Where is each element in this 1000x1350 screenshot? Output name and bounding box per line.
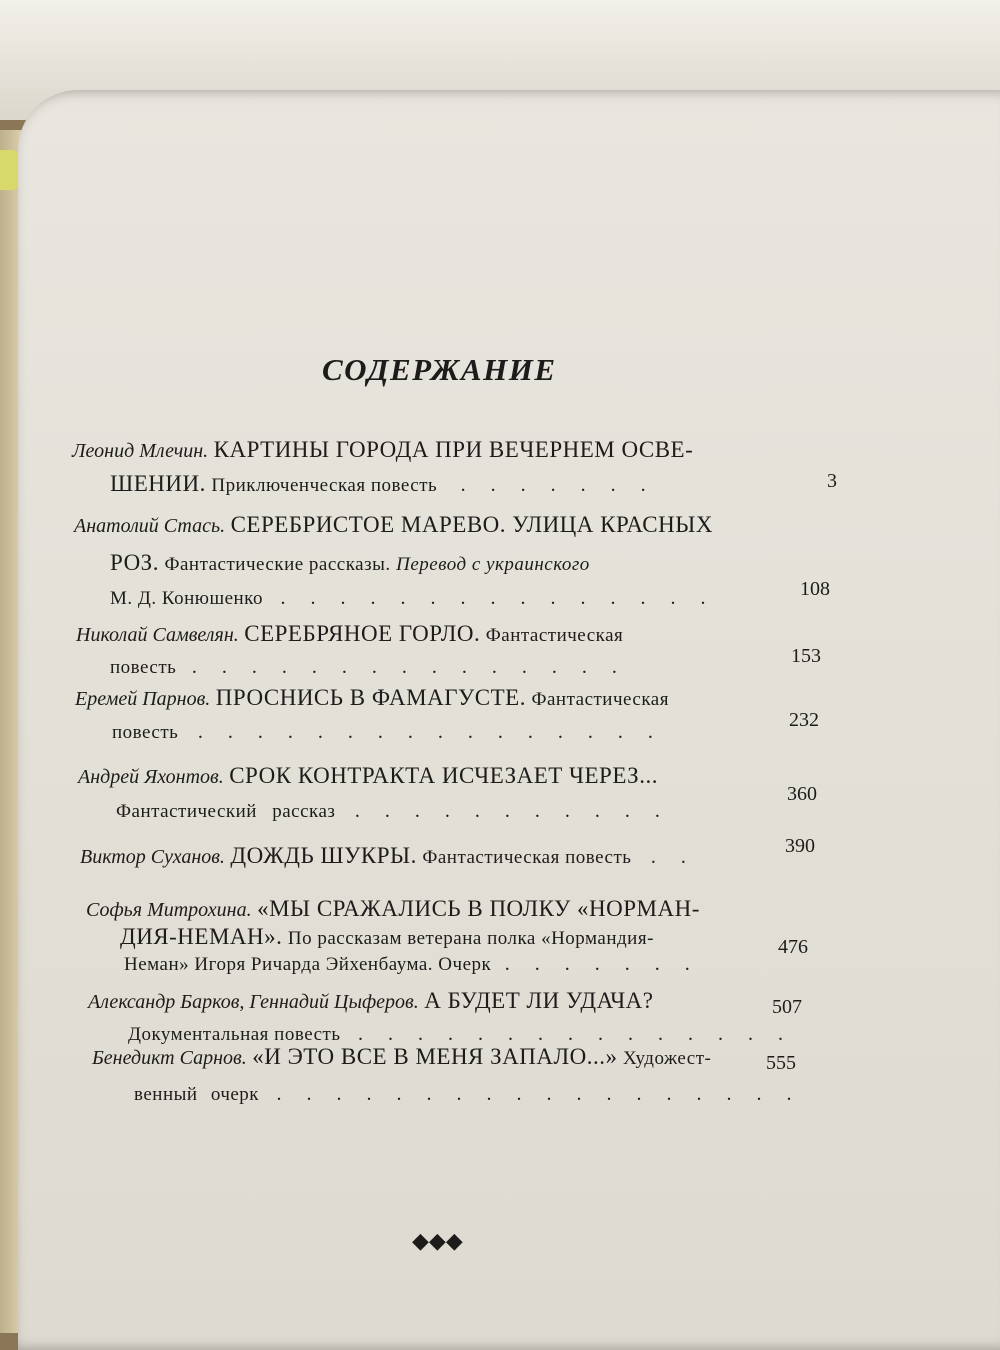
entry-title: ДОЖДЬ ШУКРЫ. [230,843,417,868]
entry-title: СРОК КОНТРАКТА ИСЧЕЗАЕТ ЧЕРЕЗ... [229,763,658,788]
page-number: 507 [772,996,802,1018]
entry-author: Леонид Млечин. [72,440,209,462]
entry-title-cont: РОЗ. [110,550,159,575]
entry-title: «И ЭТО ВСЕ В МЕНЯ ЗАПАЛО...» [252,1044,618,1069]
entry-genre: Документальная повесть [128,1024,341,1045]
entry-title: ПРОСНИСЬ В ФАМАГУСТЕ. [215,685,526,710]
toc-entry-7-line2 [120,924,654,950]
entry-genre: Фантастические рассказы. [164,554,391,575]
entry-title: КАРТИНЫ ГОРОДА ПРИ ВЕЧЕРНЕМ ОСВЕ- [213,437,694,462]
toc-entry-1-line1 [72,437,693,463]
leader-dots: . . . . . . . . . . . . . . . [280,587,716,609]
page-number: 232 [789,709,819,731]
entry-genre: Художест- [622,1048,712,1069]
entry-genre: Фантастическая [531,689,669,710]
toc-entry-6-line1 [80,843,696,869]
toc-entry-9-line1 [92,1044,711,1070]
toc-entry-7-line1 [86,896,700,922]
leader-dots: . . [650,846,696,868]
page-number: 390 [785,835,815,857]
entry-genre-cont: венный очерк [134,1084,260,1105]
entry-author: Еремей Парнов. [75,688,211,710]
entry-title: «МЫ СРАЖАЛИСЬ В ПОЛКУ «НОРМАН- [257,896,700,921]
entry-title: А БУДЕТ ЛИ УДАЧА? [424,988,654,1013]
toc-entry-9-line2 [134,1080,802,1106]
entry-author: Софья Митрохина. [86,899,252,921]
toc-entry-4-line2 [112,718,663,744]
ornament-icon: ◆◆◆ [412,1228,463,1253]
toc-entry-5-line2 [116,797,670,823]
leader-dots: . . . . . . . . . . . . . . . . [197,721,663,743]
toc-entry-4-line1 [75,685,669,711]
entry-title-cont: ДИЯ-НЕМАН». [120,924,283,949]
toc-entry-7-line3 [124,950,700,976]
page-number: 3 [827,470,837,492]
leader-dots: . . . . . . . [504,953,700,975]
toc-entry-2-line1 [74,512,713,538]
entry-genre-cont: повесть [110,657,177,678]
entry-genre: Фантастический рассказ [116,801,336,822]
toc-entry-2-line3 [110,584,715,610]
entry-author: Бенедикт Сарнов. [92,1047,247,1069]
page-number: 108 [800,578,830,600]
page-number: 360 [787,783,817,805]
leader-dots: . . . . . . . . . . . . . . . [191,656,627,678]
toc-entry-1-line2 [110,471,656,497]
page-number: 476 [778,936,808,958]
leader-dots: . . . . . . . . . . . [354,800,670,822]
entry-note-cont: Неман» Игоря Ричарда Эйхенбаума. Очерк [124,954,492,975]
page-number: 153 [791,645,821,667]
toc-entry-2-line2 [110,550,590,576]
entry-author: Андрей Яхонтов. [78,766,224,788]
leader-dots: . . . . . . . . . . . . . . . [358,1023,794,1045]
entry-author: Николай Самвелян. [76,624,239,646]
leader-dots: . . . . . . . [460,474,656,496]
entry-translator: М. Д. Конюшенко [110,588,263,609]
entry-author: Александр Барков, Геннадий Цыферов. [88,991,419,1013]
toc-entry-5-line1 [78,763,658,789]
entry-author: Анатолий Стась. [74,515,226,537]
leader-dots: . . . . . . . . . . . . . . . . . . [276,1083,802,1105]
page-number: 555 [766,1052,796,1074]
entry-title-cont: ШЕНИИ. [110,471,206,496]
entry-genre: Фантастическая повесть [422,847,632,868]
entry-note: По рассказам ветерана полка «Нормандия- [287,928,654,949]
entry-title: СЕРЕБРИСТОЕ МАРЕВО. УЛИЦА КРАСНЫХ [230,512,713,537]
toc-entry-3-line2 [110,653,627,679]
toc-entry-8-line1 [88,988,654,1014]
entry-genre: Фантастическая [485,625,624,646]
entry-author: Виктор Суханов. [80,846,225,868]
toc-entry-3-line1 [76,621,623,647]
entry-title: СЕРЕБРЯНОЕ ГОРЛО. [244,621,481,646]
entry-genre: Приключенческая повесть [211,475,438,496]
entry-translation: Перевод с украинского [396,554,590,575]
entry-genre-cont: повесть [112,722,179,743]
page-title: СОДЕРЖАНИЕ [322,352,557,387]
toc-entry-8-line2 [128,1020,793,1046]
